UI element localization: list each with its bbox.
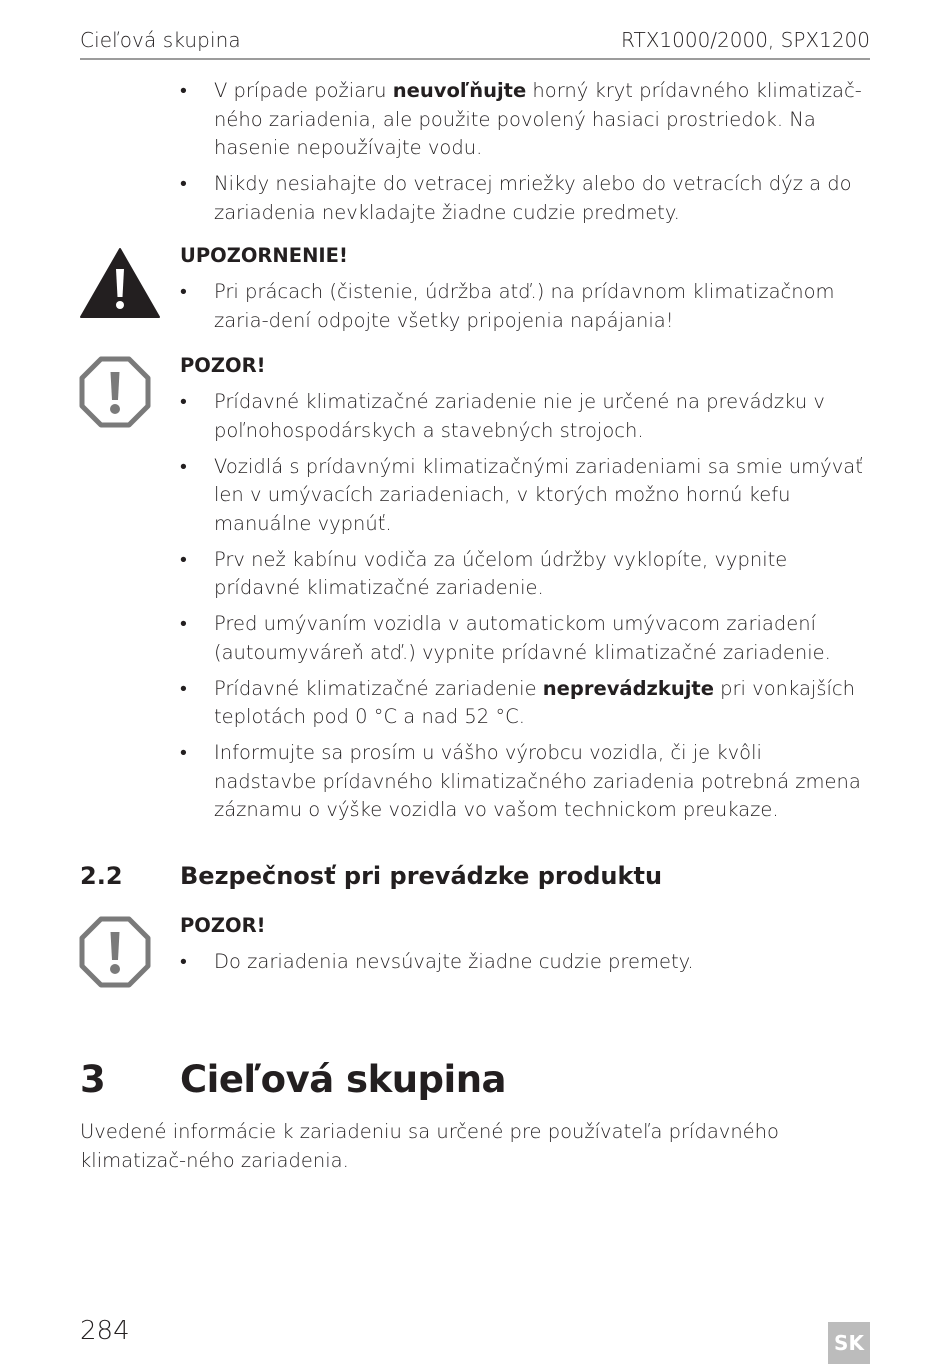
text-span: horný kryt prídavného klimatizač-ného zariadenia, ale použite povolený hasiaci prostriedok. Na hasenie nepoužívajte vodu. xyxy=(214,79,862,159)
bold-text: neuvoľňujte xyxy=(392,79,527,102)
text-span: Pred umývaním vozidla v automatickom umývacom zariadení (autoumyváreň atď.) vypnite prídavné klimatizačné zariadenie. xyxy=(214,612,831,664)
page-number: 284 xyxy=(80,1316,130,1346)
text-span: Nikdy nesiahajte do vetracej mriežky alebo do vetracích dýz a do zariadenia nevkladajte žiadne cudzie predmety. xyxy=(214,172,852,224)
bullet-mark: • xyxy=(180,612,187,635)
caution-octagon-icon xyxy=(79,356,151,428)
bullet-mark: • xyxy=(180,454,187,478)
list-item xyxy=(180,77,870,163)
header-rule xyxy=(80,58,870,60)
caution-label: POZOR! xyxy=(180,354,266,377)
bullet-mark: • xyxy=(180,950,187,973)
chapter-title: Cieľová skupina xyxy=(180,1058,507,1101)
bullet-mark: • xyxy=(180,741,187,764)
warning-triangle-icon xyxy=(79,247,161,319)
caution-block-2 xyxy=(180,912,870,984)
list-item xyxy=(180,948,870,977)
list-item xyxy=(180,388,870,445)
list-item xyxy=(180,170,870,227)
bullet-mark: • xyxy=(180,676,187,700)
list-item xyxy=(180,739,870,825)
list-item xyxy=(180,610,870,667)
language-badge: SK xyxy=(828,1322,870,1364)
text-span: pri vonkajších teplotách pod 0 °C a nad 52 °C. xyxy=(214,676,855,728)
text-span: V prípade požiaru xyxy=(214,79,393,102)
header-section-title: Cieľová skupina xyxy=(80,28,241,52)
intro-bullets xyxy=(180,77,870,235)
header-model: RTX1000/2000, SPX1200 xyxy=(621,28,870,52)
running-header xyxy=(80,28,870,60)
warning-label: UPOZORNENIE! xyxy=(180,244,348,267)
section-number: 2.2 xyxy=(80,862,123,890)
list-item xyxy=(180,278,870,335)
bullet-mark: • xyxy=(180,172,187,195)
bullet-mark: • xyxy=(180,390,187,413)
chapter-number: 3 xyxy=(80,1058,106,1101)
body-paragraph: Uvedené informácie k zariadeniu sa určené pre používateľa prídavného klimatizač-ného zariadenia. xyxy=(80,1120,779,1172)
warning-block xyxy=(180,242,870,343)
text-span: Prv než kabínu vodiča za účelom údržby vyklopíte, vypnite prídavné klimatizačné zariadenie. xyxy=(214,547,788,599)
bold-text: neprevádzkujte xyxy=(542,676,714,700)
caution-octagon-icon xyxy=(79,916,151,988)
caution-block-1 xyxy=(180,352,870,832)
text-span: Pri prácach (čistenie, údržba atď.) na prídavnom klimatizačnom zaria-dení odpojte všetky pripojenia napájania! xyxy=(214,280,835,332)
bullet-mark: • xyxy=(180,79,187,102)
text-span: Prídavné klimatizačné zariadenie nie je určené na prevádzku v poľnohospodárskych a stavebných strojoch. xyxy=(214,390,825,442)
list-item xyxy=(180,546,870,603)
bullet-mark: • xyxy=(180,547,187,571)
text-span: Vozidlá s prídavnými klimatizačnými zariadeniami sa smie umývať len v umývacích zariadeniach, v ktorých možno hornú kefu manuálne vypnúť. xyxy=(214,454,863,535)
text-span: Do zariadenia nevsúvajte žiadne cudzie premety. xyxy=(214,950,694,973)
bullet-mark: • xyxy=(180,280,187,303)
list-item xyxy=(180,453,870,539)
caution-label: POZOR! xyxy=(180,914,266,937)
list-item xyxy=(180,675,870,732)
text-span: Prídavné klimatizačné zariadenie xyxy=(214,676,543,700)
section-title: Bezpečnosť pri prevádzke produktu xyxy=(180,862,663,890)
text-span: Informujte sa prosím u vášho výrobcu vozidla, či je kvôli nadstavbe prídavného klimatizačného zariadenia potrebná zmena záznamu o výške vozidla vo vašom technickom preukaze. xyxy=(214,741,861,821)
